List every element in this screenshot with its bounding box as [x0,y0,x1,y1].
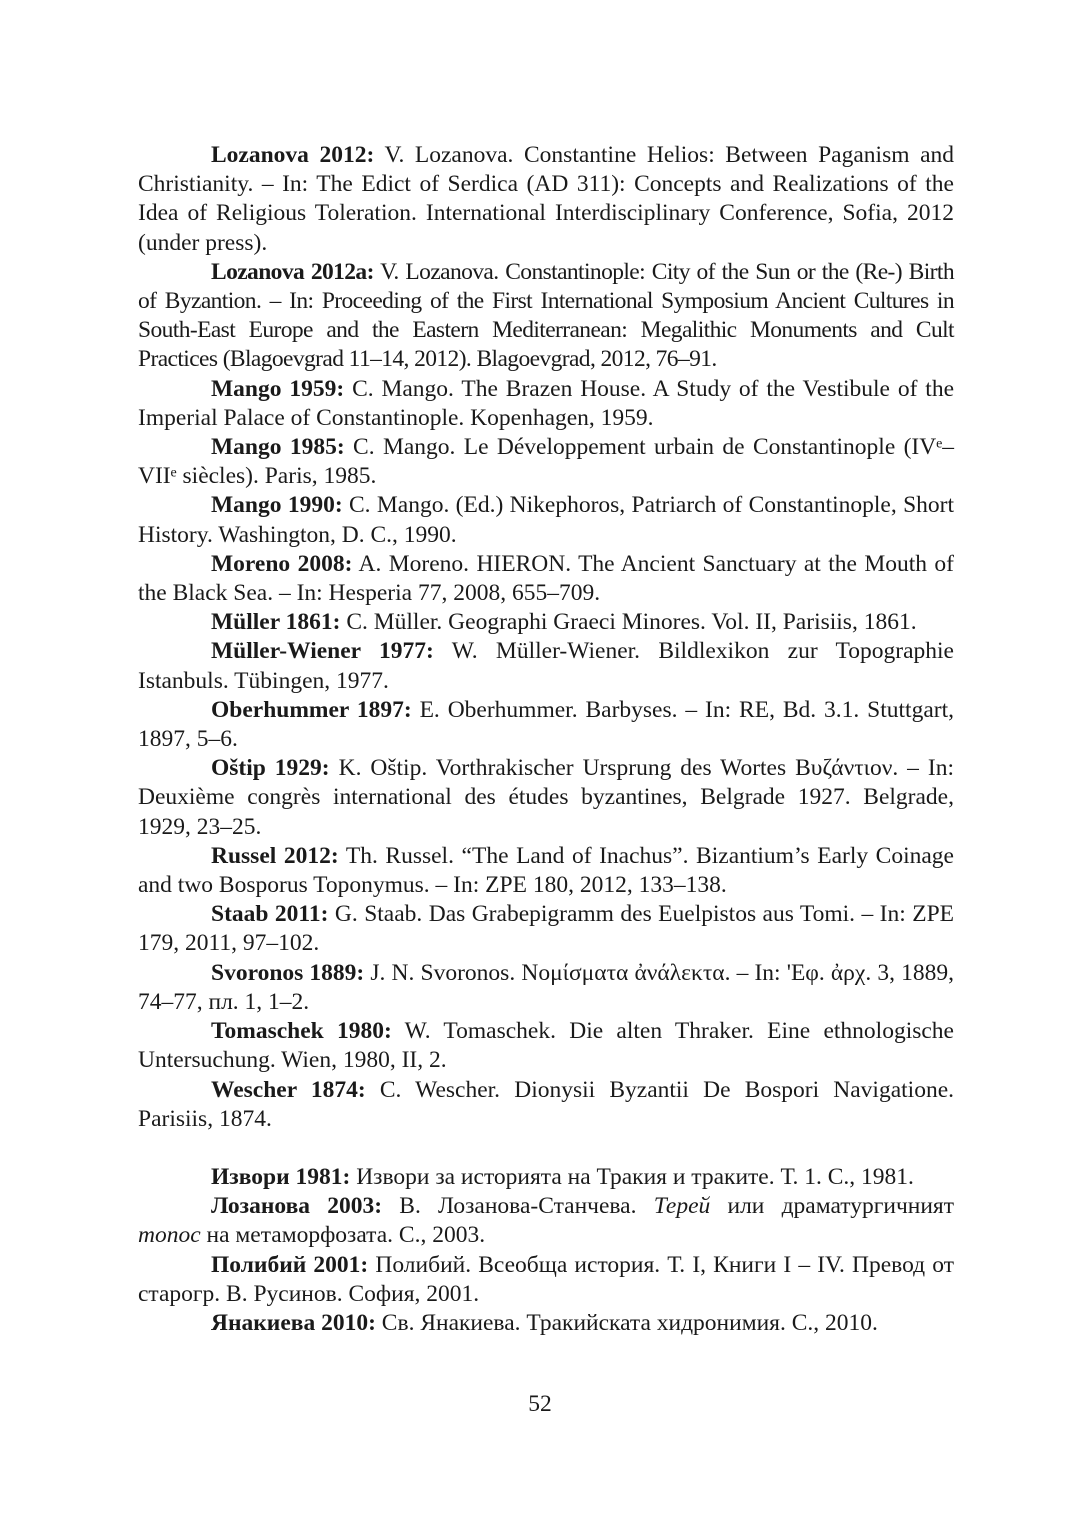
reference-text: G. Staab. Das Grabepigramm des Euelpistos aus Tomi. – In: ZPE 179, 2011, 97–102. [138,901,954,957]
reference-entry [138,1192,954,1250]
reference-entry [138,141,954,258]
page-number: 52 [528,1391,552,1417]
reference-key: Müller 1861: [211,609,341,636]
reference-text: W. Tomaschek. Die alten Thraker. Eine ethnologische Untersuchung. Wien, 1980, II, 2. [138,1018,954,1074]
reference-key: Russel 2012: [211,842,339,869]
reference-entry [138,550,954,608]
reference-entry [138,637,954,695]
reference-text: A. Moreno. HIERON. The Ancient Sanctuary at the Mouth of the Black Sea. – In: Hesperia 77, 2008, 655–709. [138,550,954,607]
bibliography [138,141,954,1338]
reference-entry [138,900,954,958]
reference-text: Извори за историята на Тракия и траките. Т. 1. С., 1981. [350,1163,914,1190]
reference-text: E. Oberhummer. Barbyses. – In: RE, Bd. 3.1. Stuttgart, 1897, 5–6. [138,696,954,753]
reference-entry [138,375,954,433]
reference-entry [138,1076,954,1134]
reference-text: C. Mango. (Ed.) Nikephoros, Patriarch of Constantinople, Short History. Washington, D. C., 1990. [138,492,955,548]
reference-title-italic: Терей [653,1193,711,1220]
reference-key: Лозанова 2003: [211,1193,383,1220]
reference-key: Полибий 2001: [211,1251,369,1278]
reference-text: K. Oštip. Vorthrakischer Ursprung des Wortes Βυζάντιον. – In: Deuxième congrès international des études byzantines, Belgrade 1927. Belgrade, 1929, 23–25. [138,755,954,840]
reference-entry [138,696,954,754]
reference-key: Moreno 2008: [211,550,353,577]
reference-key: Mango 1985: [211,434,345,461]
reference-entry [138,608,954,637]
reference-entry [138,433,954,491]
reference-key: Lozanova 2012: [211,142,375,168]
reference-entry [138,842,954,900]
reference-key: Müller-Wiener 1977: [211,638,434,665]
reference-entry [138,1017,954,1075]
reference-text: Полибий. Всеобща история. Т. I, Книги I – IV. Превод от старогр. В. Русинов. София, 2001. [138,1251,954,1307]
reference-text: или драматургичният [710,1193,954,1220]
reference-entry [138,959,954,1017]
reference-key: Wescher 1874: [211,1076,366,1103]
reference-text: C. Müller. Geographi Graeci Minores. Vol. II, Parisiis, 1861. [340,609,917,636]
reference-entry [138,1309,954,1338]
reference-key: Oberhummer 1897: [211,696,412,723]
reference-key: Извори 1981: [211,1163,351,1190]
reference-key: Staab 2011: [211,901,329,928]
reference-key: Mango 1959: [211,375,345,402]
reference-key: Янакиева 2010: [211,1309,376,1336]
reference-key: Oštip 1929: [211,755,330,782]
reference-key: Svoronos 1889: [211,959,365,986]
reference-text: C. Mango. The Brazen House. A Study of the Vestibule of the Imperial Palace of Constantinople. Kopenhagen, 1959. [138,375,955,431]
reference-text: Св. Янакиева. Тракийската хидронимия. С., 2010. [375,1309,878,1336]
reference-text: C. Mango. Le Développement urbain de Constantinople (IVᵉ–VIIᵉ siècles). Paris, 1985. [138,434,954,490]
section-gap [138,1134,954,1163]
reference-key: Mango 1990: [211,492,343,519]
reference-entry [138,1251,954,1309]
reference-text: V. Lozanova. Constantinople: City of the Sun or the (Re-) Birth of Byzantion. – In: Proceeding of the First International Symposium Ancient Cultures in South-East Europe and the Eastern Mediterranean: Megalithic Monuments and Cult Practices (Blagoevgrad 11–14, 2012). Blagoevgrad, 2012, 76–91. [138,258,954,373]
reference-text: V. Lozanova. Constantine Helios: Between Paganism and Christianity. – In: The Edict of Serdica (AD 311): Concepts and Realizations of the Idea of Religious Toleration. International Interdisciplinary Conference, Sofia, 2012 (under press). [138,142,954,256]
reference-entry [138,258,954,375]
reference-entry [138,1163,954,1192]
reference-text: В. Лозанова-Станчева. [382,1193,654,1220]
reference-key: Tomaschek 1980: [211,1018,392,1045]
reference-text: J. N. Svoronos. Νομίσματα ἀνάλεκτα. – In: 'Εφ. ἀρχ. 3, 1889, 74–77, пл. 1, 1–2. [138,959,954,1015]
reference-entry [138,754,954,842]
reference-text: Th. Russel. “The Land of Inachus”. Bizantium’s Early Coinage and two Bosporus Toponymus. – In: ZPE 180, 2012, 133–138. [138,842,954,899]
reference-text: W. Müller-Wiener. Bildlexikon zur Topographie Istanbuls. Tübingen, 1977. [138,638,954,694]
reference-text: C. Wescher. Dionysii Byzantii De Bospori Navigatione. Parisiis, 1874. [138,1076,955,1132]
reference-entry [138,491,954,549]
reference-key: Lozanova 2012a: [211,258,374,285]
reference-title-italic: топос [138,1222,201,1249]
reference-text: на метаморфозата. С., 2003. [200,1222,486,1249]
